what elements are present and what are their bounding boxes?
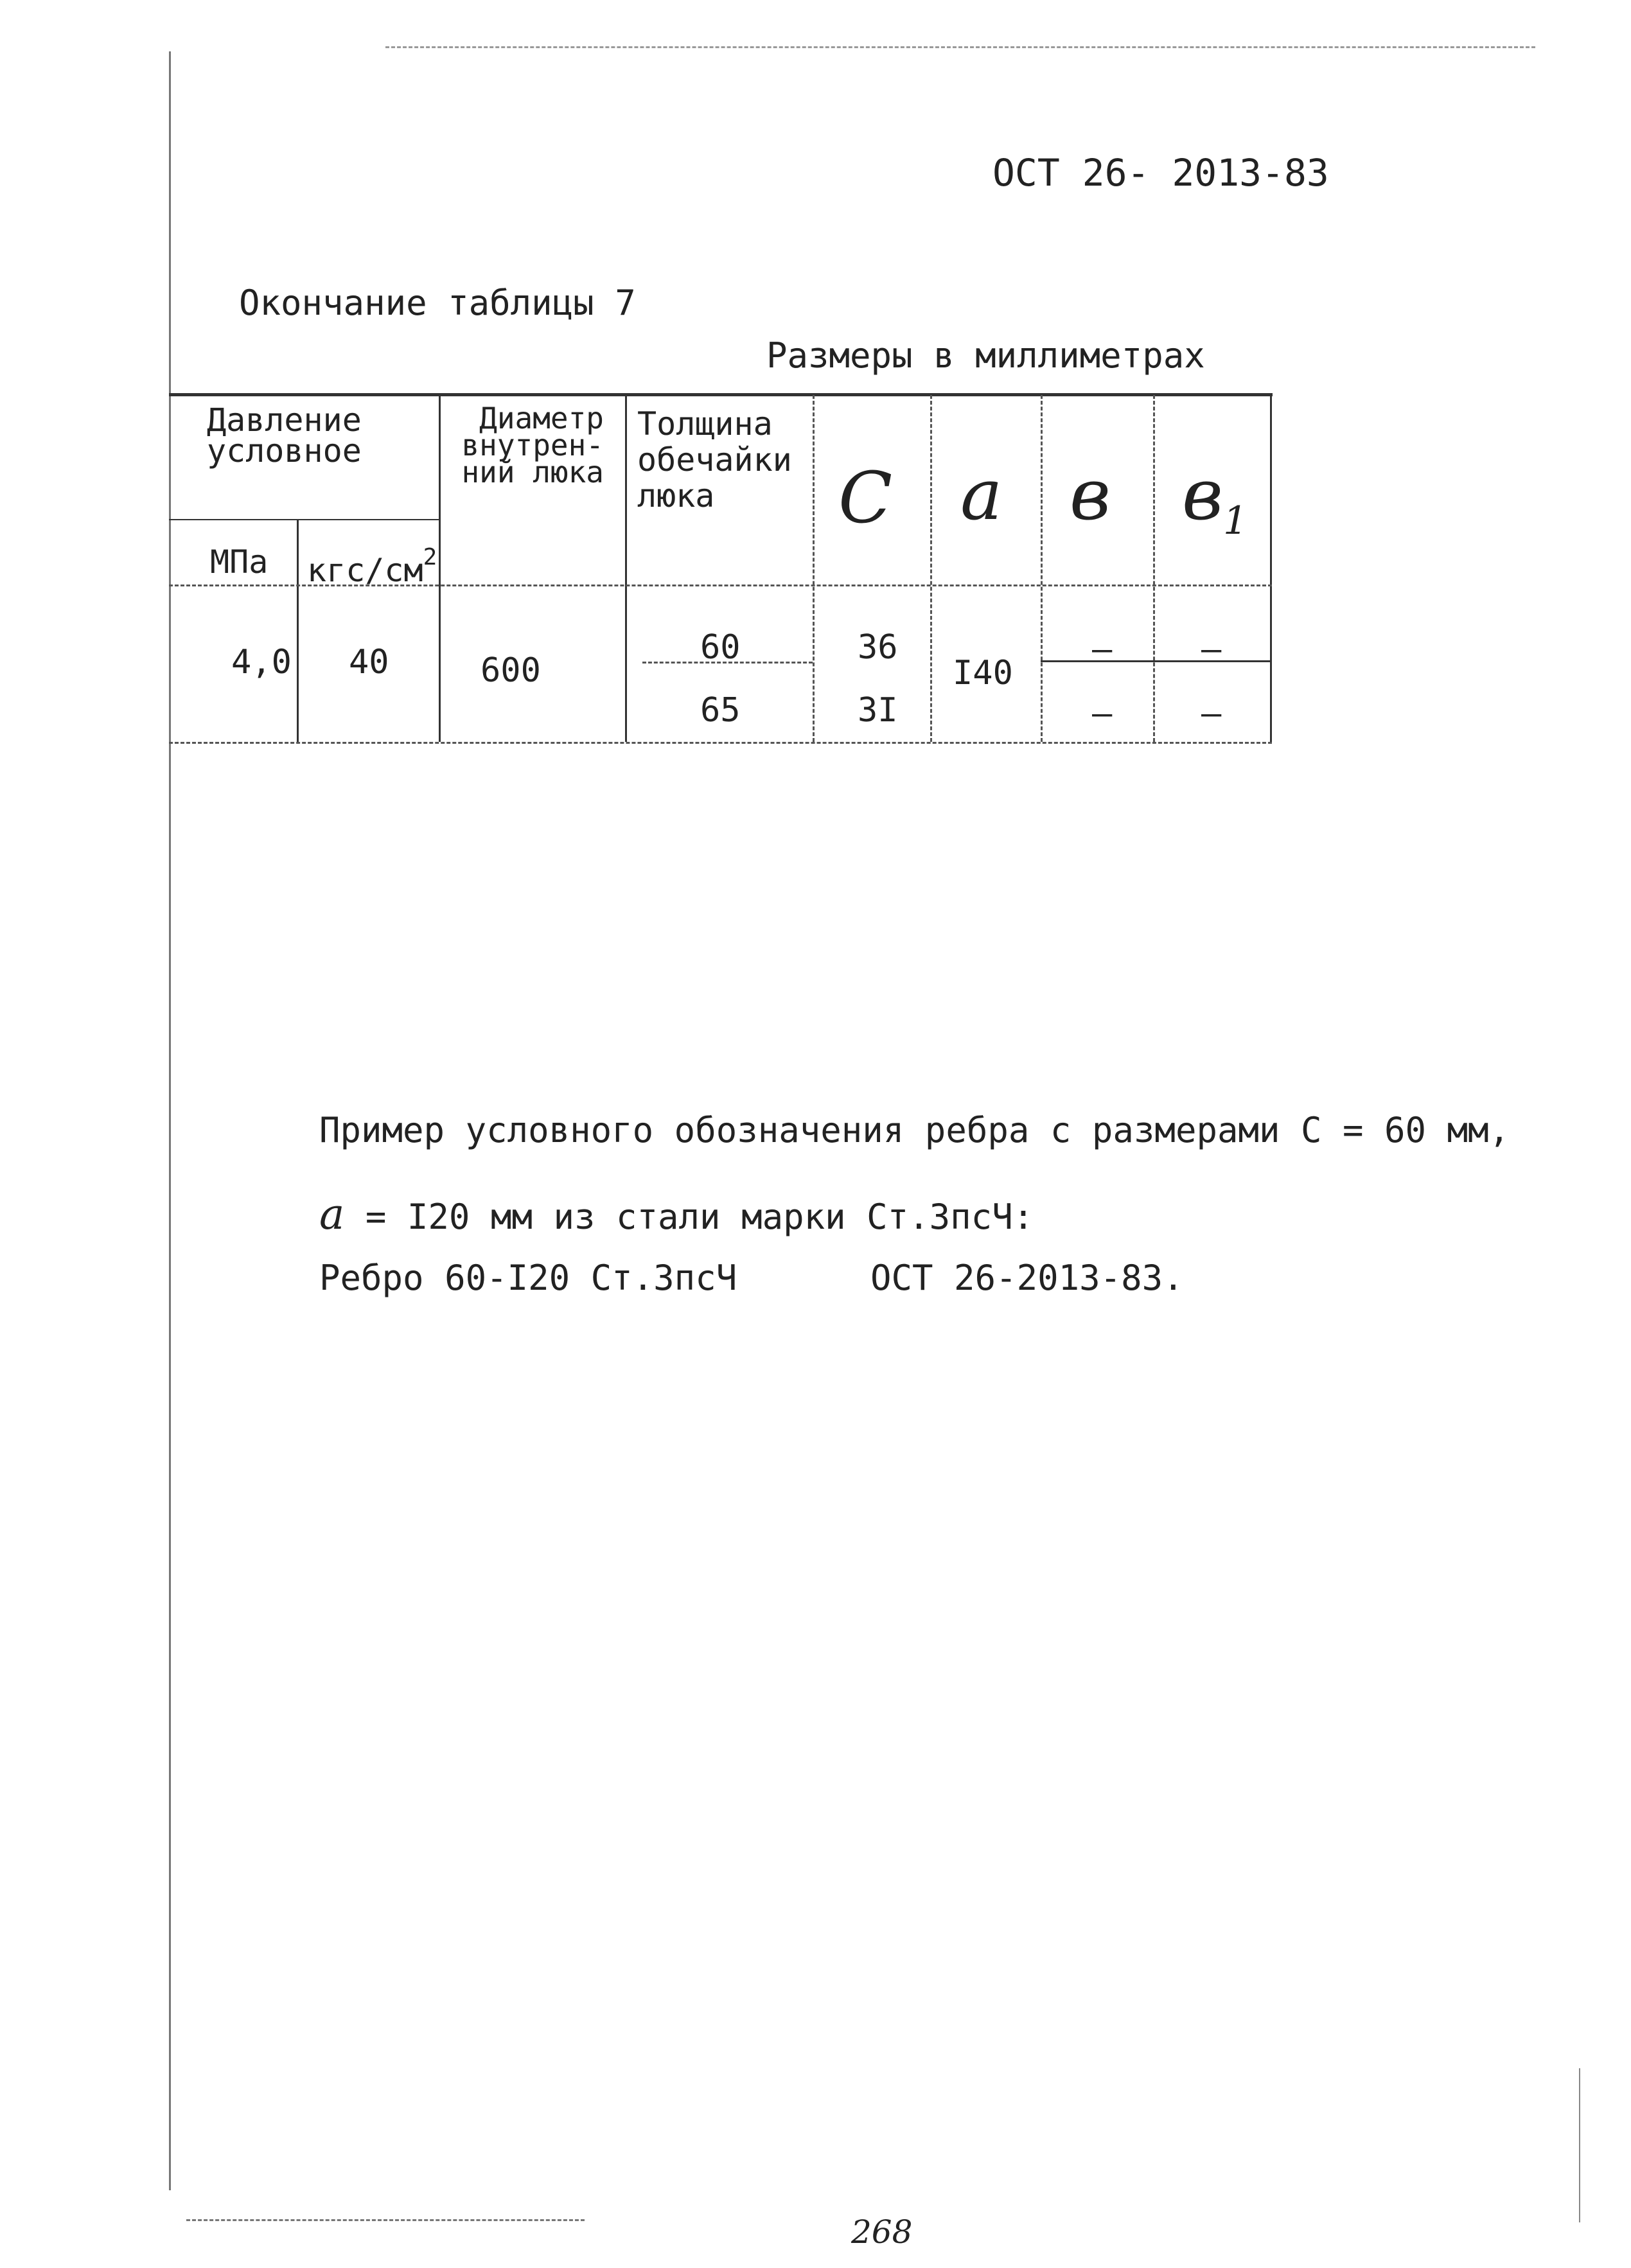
table-top-border [169, 393, 1273, 396]
cell-b1-2: – [1201, 694, 1222, 733]
col-sep-thickness-c [813, 395, 815, 742]
document-code: ОСТ 26- 2013-83 [992, 151, 1329, 195]
cell-b-1: – [1092, 630, 1113, 669]
example-line-2 [319, 1190, 1034, 1239]
header-a: a [960, 453, 1003, 536]
header-diameter: Диаметр внутрен- ний люка [461, 401, 604, 489]
cell-c-2: 3I [858, 691, 898, 730]
example-line-3-designation: Ребро 60-I20 Ст.3псЧ [319, 1258, 737, 1298]
header-b: в [1070, 453, 1111, 536]
header-b1 [1182, 453, 1248, 543]
example-line-1: Пример условного обозначения ребра с размерами С = 60 мм, [319, 1110, 1510, 1150]
col-sep-c-a [930, 395, 932, 742]
cell-c-1: 36 [858, 628, 898, 667]
table-right-border [1270, 393, 1272, 743]
example-symbol-a: a [319, 1190, 345, 1239]
page-number: 268 [851, 2213, 913, 2251]
cell-kgf: 40 [349, 643, 389, 681]
header-kgf-exponent: 2 [423, 544, 437, 570]
table-caption: Окончание таблицы 7 [239, 283, 636, 323]
cell-thickness-2: 65 [700, 691, 741, 730]
cell-b1-1: – [1201, 630, 1222, 669]
right-edge-mark [1579, 2068, 1580, 2222]
header-pressure: Давление условное [207, 401, 362, 470]
example-line-2-text: = I20 мм из стали марки Ст.3псЧ: [344, 1197, 1034, 1237]
subrow-divider-b [1041, 660, 1272, 662]
header-thickness: Толщина обечайки люка [637, 405, 792, 514]
cell-b-2: – [1092, 694, 1113, 733]
top-edge-line [385, 46, 1535, 48]
cell-a: I40 [953, 654, 1013, 692]
pressure-group-underline [169, 519, 440, 520]
header-b1-base: в [1182, 453, 1224, 536]
col-sep-diameter-thickness [625, 395, 627, 742]
left-margin-line [169, 51, 171, 2190]
header-b1-subscript: 1 [1223, 498, 1248, 543]
header-kgf [307, 544, 437, 589]
cell-thickness-1: 60 [700, 628, 741, 667]
col-sep-mpa-kgf [297, 520, 299, 742]
bottom-edge-line [186, 2219, 585, 2221]
col-sep-b-b1 [1153, 395, 1155, 742]
cell-diameter: 600 [480, 651, 541, 690]
cell-mpa: 4,0 [231, 643, 292, 681]
header-c: C [838, 457, 893, 539]
header-mpa: МПа [210, 543, 269, 581]
col-sep-a-b [1041, 395, 1043, 742]
header-kgf-unit: кгс/см [307, 552, 423, 589]
example-line-3-standard: ОСТ 26-2013-83. [870, 1258, 1184, 1298]
table-bottom-border [169, 742, 1272, 744]
units-note: Размеры в миллиметрах [766, 335, 1205, 376]
